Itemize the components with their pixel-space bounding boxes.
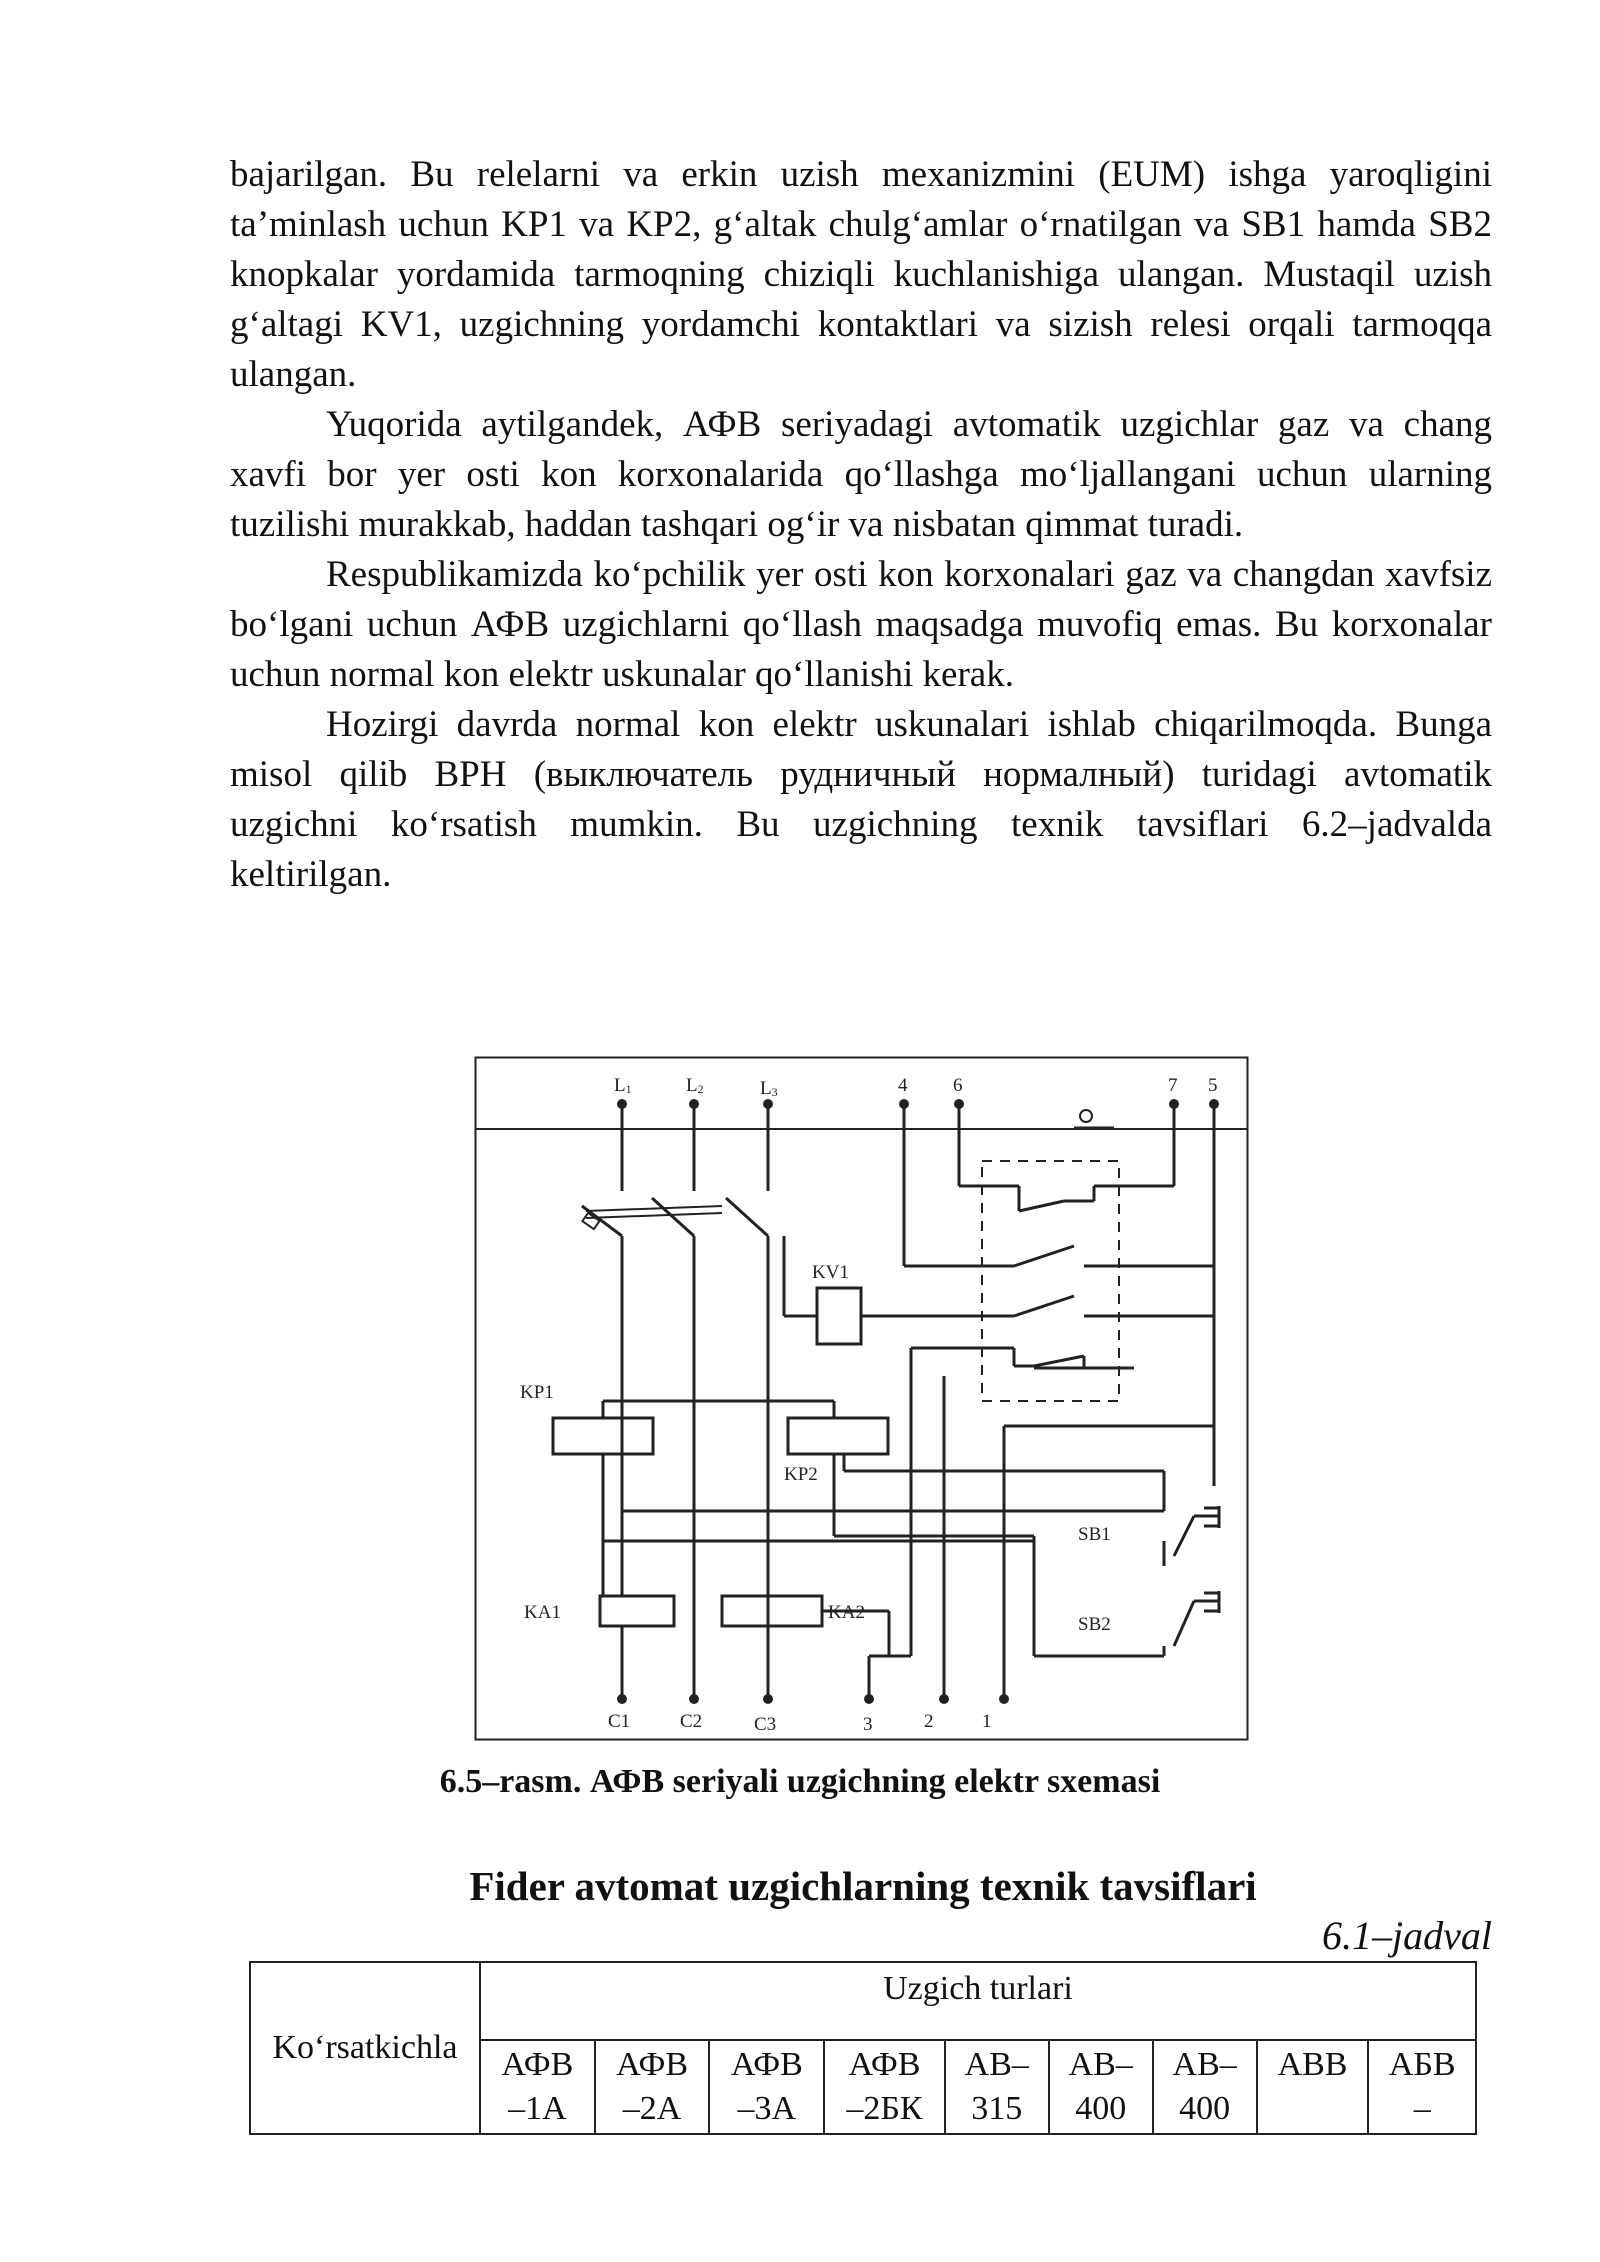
paragraph-1: bajarilgan. Bu relelarni va erkin uzish mexanizmini (EUM) ishga yaroqligini ta’minlash uchun KP1 va KP2, g‘altak chulg‘amlar o‘rnatilgan va SB1 hamda SB2 knopkalar yordamida tarmoqning chiziqli kuchlanishiga ulangan. Mustaqil uzish g‘altagi KV1, uzgichning yordamchi kontaktlari va sizish relesi orqali tarmoqqa ulangan. [230, 154, 1492, 395]
label-l1: L1 [614, 1075, 632, 1096]
paragraph-4: Hozirgi davrda normal kon elektr uskunalari ishlab chiqarilmoqda. Bunga misol qilib ВРН (выключатель рудничный нормалный) turidagi avtomatik uzgichni ko‘rsatish mumkin. Bu uzgichning texnik tavsiflari 6.2–jadvalda keltirilgan. [230, 704, 1492, 895]
column-header: АФВ –1А [480, 2040, 595, 2134]
label-l2: L2 [686, 1075, 704, 1096]
label-kv1: KV1 [812, 1262, 849, 1283]
row-header-cell: Ko‘rsatkichla [250, 1962, 480, 2134]
label-terminal-6: 6 [953, 1075, 963, 1096]
paragraph-2: Yuqorida aytilgandek, АФВ seriyadagi avtomatik uzgichlar gaz va chang xavfi bor yer osti kon korxonalarida qo‘llashga mo‘ljallangani uchun ularning tuzilishi murakkab, haddan tashqari og‘ir va nisbatan qimmat turadi. [230, 404, 1492, 545]
label-ka2: KA2 [828, 1602, 865, 1623]
group-header-cell: Uzgich turlari [480, 1962, 1476, 2040]
circuit-diagram-svg [474, 1056, 1249, 1741]
column-header: АФВ –3А [709, 2040, 824, 2134]
column-header: АВ– 315 [945, 2040, 1049, 2134]
column-header: АВВ [1257, 2040, 1369, 2134]
column-header: АБВ – [1368, 2040, 1476, 2134]
column-header: АВ– 400 [1049, 2040, 1153, 2134]
column-header: АВ– 400 [1153, 2040, 1257, 2134]
label-bottom-2: 2 [924, 1711, 934, 1732]
label-l3: L3 [760, 1078, 778, 1099]
label-c1: C1 [608, 1711, 631, 1732]
label-terminal-7: 7 [1168, 1075, 1178, 1096]
column-header: АФВ –2А [595, 2040, 710, 2134]
column-header: АФВ –2БК [824, 2040, 945, 2134]
label-bottom-3: 3 [863, 1714, 873, 1735]
label-kp1: KP1 [520, 1382, 554, 1403]
table-header-row [250, 1962, 1476, 2040]
figure-caption: 6.5–rasm. АФВ seriyali uzgichning elektr sxemasi [439, 1763, 1161, 1800]
table-title: Fider avtomat uzgichlarning texnik tavsiflari [469, 1863, 1257, 1909]
label-terminal-5: 5 [1208, 1075, 1218, 1096]
label-ka1: KA1 [524, 1602, 561, 1623]
circuit-diagram [474, 1056, 1249, 1741]
label-bottom-1: 1 [982, 1711, 992, 1732]
body-text [230, 150, 1492, 900]
table-number: 6.1–jadval [1322, 1913, 1492, 1958]
label-kp2: KP2 [784, 1464, 818, 1485]
label-c3: C3 [754, 1714, 777, 1735]
label-sb1: SB1 [1078, 1524, 1111, 1545]
paragraph-3: Respublikamizda ko‘pchilik yer osti kon korxonalari gaz va changdan xavfsiz bo‘lgani uchun АФВ uzgichlarni qo‘llash maqsadga muvofiq emas. Bu korxonalar uchun normal kon elektr uskunalar qo‘llanishi kerak. [230, 554, 1492, 695]
spec-table [249, 1961, 1477, 2135]
label-c2: C2 [680, 1711, 703, 1732]
label-terminal-4: 4 [898, 1075, 908, 1096]
label-sb2: SB2 [1078, 1614, 1111, 1635]
